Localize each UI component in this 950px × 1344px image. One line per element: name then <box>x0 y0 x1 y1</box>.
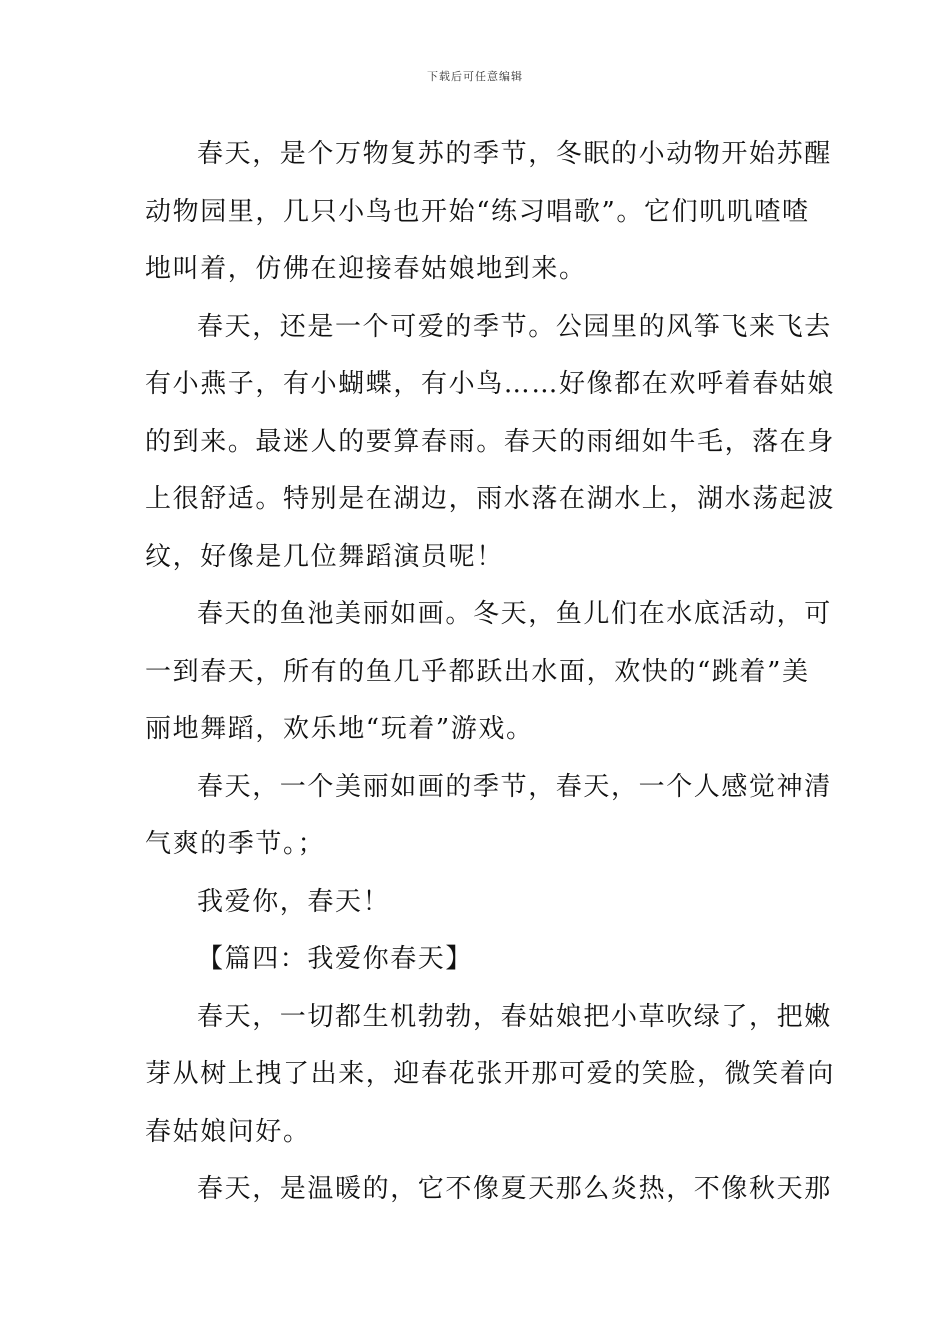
text-line: 芽从树上拽了出来，迎春花张开那可爱的笑脸，微笑着向 <box>145 1059 836 1089</box>
text-line: 春天，一切都生机勃勃，春姑娘把小草吹绿了，把嫩 <box>197 1001 832 1032</box>
text-line: 上很舒适。特别是在湖边，雨水落在湖水上，湖水荡起波 <box>145 484 836 514</box>
text-line: 动物园里，几只小鸟也开始“练习唱歌”。它们叽叽喳喳 <box>145 196 810 227</box>
text-line: 丽地舞蹈，欢乐地“玩着”游戏。 <box>145 714 534 744</box>
page-header: 下载后可任意编辑 <box>427 70 523 83</box>
text-line: 春天的鱼池美丽如画。冬天，鱼儿们在水底活动，可 <box>197 599 832 629</box>
section-heading: 【篇四：我爱你春天】 <box>197 944 474 974</box>
document-body <box>145 128 836 1221</box>
text-line: 我爱你，春天！ <box>197 886 391 917</box>
text-line: 春天，还是一个可爱的季节。公园里的风筝飞来飞去 <box>197 311 832 342</box>
text-line: 的到来。最迷人的要算春雨。春天的雨细如牛毛，落在身 <box>145 426 836 457</box>
text-line: 纹，好像是几位舞蹈演员呢！ <box>145 541 504 572</box>
text-line: 春天，是个万物复苏的季节，冬眠的小动物开始苏醒 <box>197 139 832 169</box>
text-line: 有小燕子，有小蝴蝶，有小鸟……好像都在欢呼着春姑娘 <box>145 369 836 399</box>
text-line: 一到春天，所有的鱼几乎都跃出水面，欢快的“跳着”美 <box>145 656 810 687</box>
text-line: 春姑娘问好。 <box>145 1116 311 1147</box>
text-line: 气爽的季节。； <box>145 829 326 859</box>
text-line: 地叫着，仿佛在迎接春姑娘地到来。 <box>145 254 587 284</box>
text-line: 春天，一个美丽如画的季节，春天，一个人感觉神清 <box>197 771 832 802</box>
text-line: 春天，是温暖的，它不像夏天那么炎热，不像秋天那 <box>197 1174 832 1204</box>
